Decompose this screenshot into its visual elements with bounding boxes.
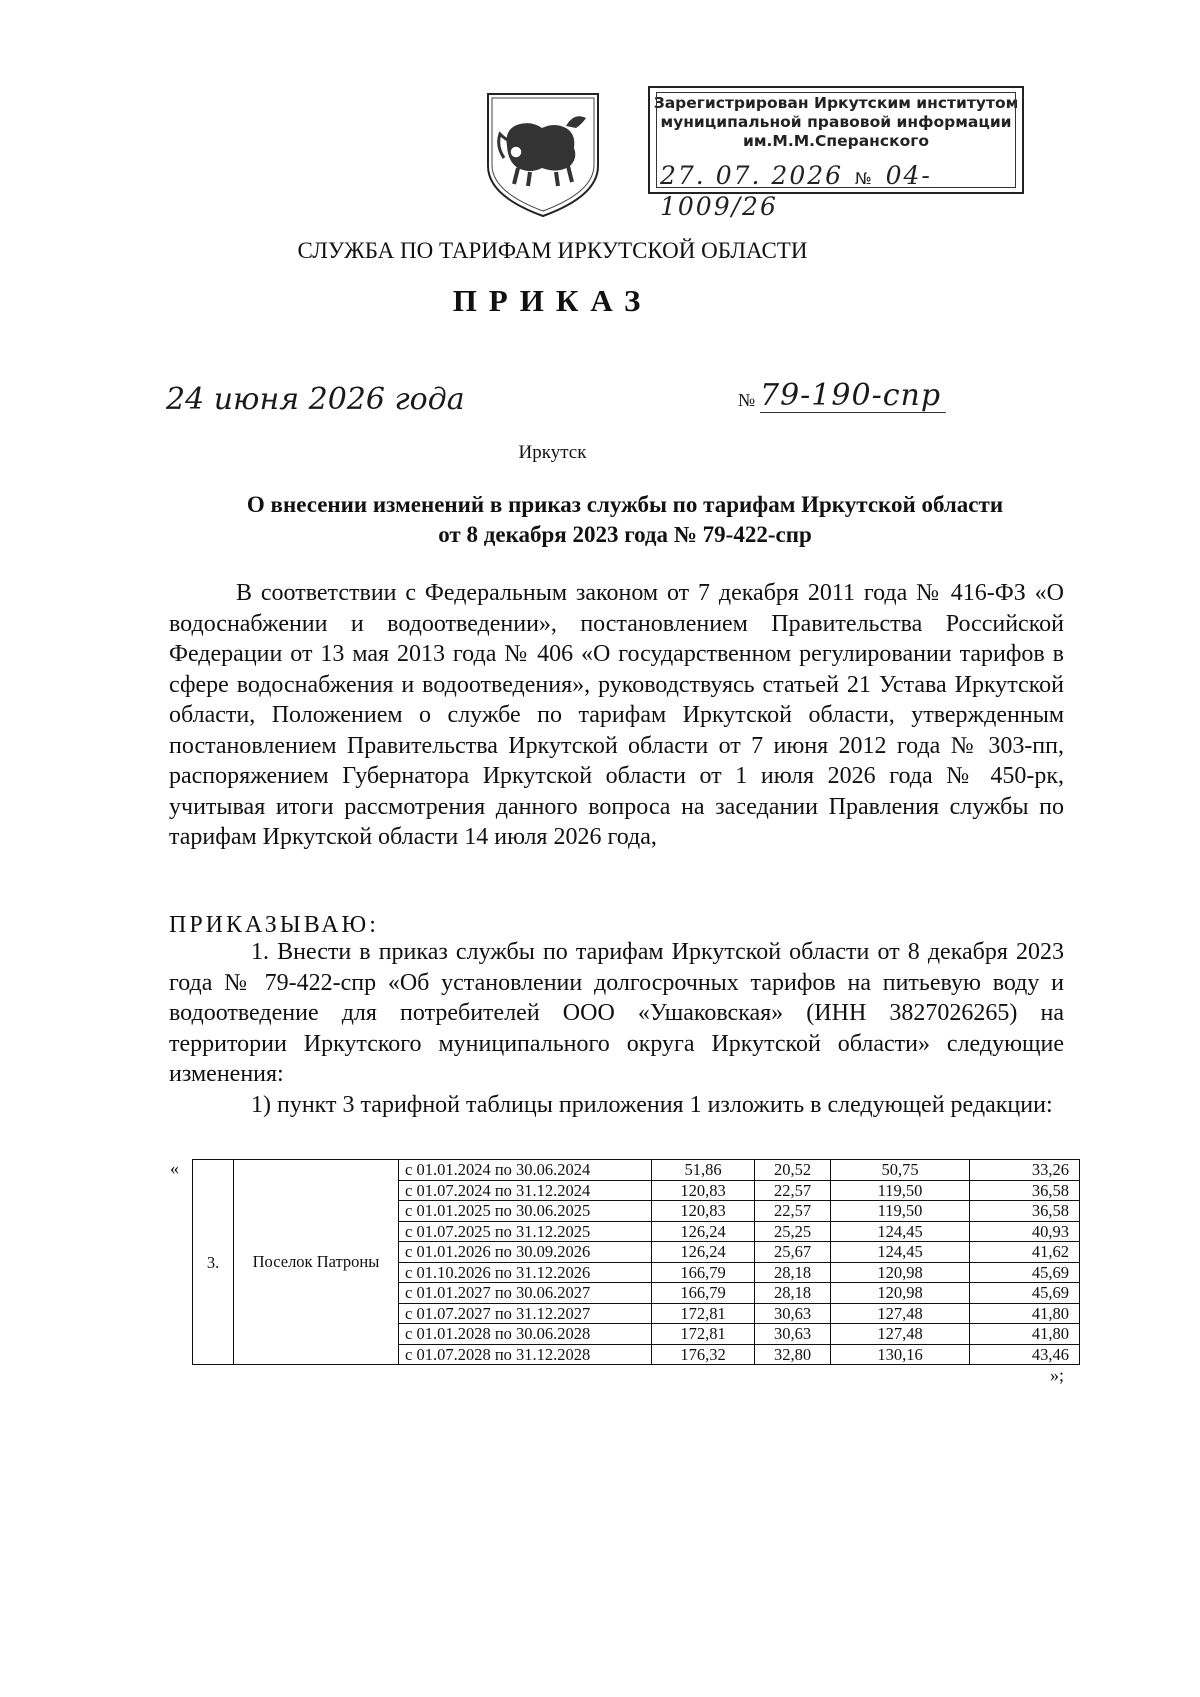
value-cell: 41,62 xyxy=(970,1242,1080,1263)
value-cell: 120,98 xyxy=(831,1283,970,1304)
value-cell: 50,75 xyxy=(831,1160,970,1181)
title-line-1: О внесении изменений в приказ службы по тарифам Иркутской области xyxy=(246,492,1004,517)
city: Иркутск xyxy=(518,442,587,463)
registration-stamp xyxy=(648,86,1024,221)
value-cell: 28,18 xyxy=(755,1262,831,1283)
value-cell: 126,24 xyxy=(652,1242,755,1263)
value-cell: 119,50 xyxy=(831,1180,970,1201)
stamp-line-3: им.М.М.Сперанского xyxy=(742,132,929,150)
tariff-table xyxy=(192,1159,1080,1365)
tariff-table-body xyxy=(193,1160,1080,1365)
stamp-reg-number: 04-1009/26 xyxy=(660,161,932,221)
period-cell: с 01.07.2027 по 31.12.2027 xyxy=(399,1303,652,1324)
value-cell: 20,52 xyxy=(755,1160,831,1181)
value-cell: 130,16 xyxy=(831,1344,970,1365)
document-type: ПРИКАЗ xyxy=(452,283,653,318)
orders-heading: ПРИКАЗЫВАЮ: xyxy=(169,912,379,938)
stamp-registration-line xyxy=(660,161,1012,221)
table-row xyxy=(193,1160,1080,1181)
document-title xyxy=(150,490,1100,550)
value-cell: 22,57 xyxy=(755,1180,831,1201)
item-1-1-paragraph: 1) пункт 3 тарифной таблицы приложения 1 изложить в следующей редакции: xyxy=(251,1092,1053,1118)
value-cell: 120,83 xyxy=(652,1180,755,1201)
value-cell: 127,48 xyxy=(831,1324,970,1345)
value-cell: 25,67 xyxy=(755,1242,831,1263)
quote-open: « xyxy=(170,1158,179,1178)
period-cell: с 01.01.2025 по 30.06.2025 xyxy=(399,1201,652,1222)
period-cell: с 01.01.2028 по 30.06.2028 xyxy=(399,1324,652,1345)
document-number: 79-190-спр xyxy=(760,378,942,413)
row-index-cell: 3. xyxy=(193,1160,234,1365)
value-cell: 25,25 xyxy=(755,1221,831,1242)
value-cell: 45,69 xyxy=(970,1262,1080,1283)
value-cell: 119,50 xyxy=(831,1201,970,1222)
value-cell: 120,98 xyxy=(831,1262,970,1283)
value-cell: 36,58 xyxy=(970,1180,1080,1201)
number-underline xyxy=(760,412,946,413)
value-cell: 28,18 xyxy=(755,1283,831,1304)
stamp-reg-no-label: № xyxy=(855,169,874,188)
value-cell: 127,48 xyxy=(831,1303,970,1324)
document-date: 24 июня 2026 года xyxy=(166,382,465,417)
value-cell: 22,57 xyxy=(755,1201,831,1222)
value-cell: 166,79 xyxy=(652,1262,755,1283)
value-cell: 43,46 xyxy=(970,1344,1080,1365)
value-cell: 45,69 xyxy=(970,1283,1080,1304)
period-cell: с 01.07.2024 по 31.12.2024 xyxy=(399,1180,652,1201)
value-cell: 41,80 xyxy=(970,1303,1080,1324)
organization-name: СЛУЖБА ПО ТАРИФАМ ИРКУТСКОЙ ОБЛАСТИ xyxy=(297,238,808,263)
value-cell: 30,63 xyxy=(755,1303,831,1324)
value-cell: 172,81 xyxy=(652,1303,755,1324)
document-number-label: № xyxy=(738,390,756,410)
stamp-reg-date: 27. 07. 2026 xyxy=(660,161,844,190)
item-1-paragraph: 1. Внести в приказ службы по тарифам Иркутской области от 8 декабря 2023 года № 79-422-спр «Об установлении долгосрочных тарифов на питьевую воду и водоотведение для потребителей ООО «Ушаковская» (ИНН 3827026265) на территории Иркутского муниципального округа Иркутской области» следующие изменения: xyxy=(169,939,1064,1087)
value-cell: 40,93 xyxy=(970,1221,1080,1242)
value-cell: 36,58 xyxy=(970,1201,1080,1222)
value-cell: 30,63 xyxy=(755,1324,831,1345)
coat-of-arms-icon xyxy=(482,88,604,220)
period-cell: с 01.07.2028 по 31.12.2028 xyxy=(399,1344,652,1365)
period-cell: с 01.07.2025 по 31.12.2025 xyxy=(399,1221,652,1242)
value-cell: 32,80 xyxy=(755,1344,831,1365)
stamp-line-2: муниципальной правовой информации xyxy=(660,113,1012,131)
period-cell: с 01.01.2024 по 30.06.2024 xyxy=(399,1160,652,1181)
period-cell: с 01.01.2027 по 30.06.2027 xyxy=(399,1283,652,1304)
value-cell: 124,45 xyxy=(831,1242,970,1263)
value-cell: 41,80 xyxy=(970,1324,1080,1345)
period-cell: с 01.10.2026 по 31.12.2026 xyxy=(399,1262,652,1283)
value-cell: 126,24 xyxy=(652,1221,755,1242)
preamble-paragraph: В соответствии с Федеральным законом от 7 декабря 2011 года № 416-ФЗ «О водоснабжении и водоотведении», постановлением Правительства Российской Федерации от 13 мая 2013 года № 406 «О государственном регулировании тарифов в сфере водоснабжения и водоотведения», руководствуясь статьей 21 Устава Иркутской области, Положением о службе по тарифам Иркутской области, утвержденным постановлением Правительства Иркутской области от 7 июня 2012 года № 303-пп, распоряжением Губернатора Иркутской области от 1 июля 2026 года № 450-рк, учитывая итоги рассмотрения данного вопроса на заседании Правления службы по тарифам Иркутской области 14 июля 2026 года, xyxy=(169,580,1064,850)
value-cell: 33,26 xyxy=(970,1160,1080,1181)
value-cell: 124,45 xyxy=(831,1221,970,1242)
value-cell: 176,32 xyxy=(652,1344,755,1365)
quote-close: »; xyxy=(1050,1365,1065,1385)
title-line-2: от 8 декабря 2023 года № 79-422-спр xyxy=(438,522,812,547)
stamp-line-1: Зарегистрирован Иркутским институтом xyxy=(653,94,1019,112)
value-cell: 120,83 xyxy=(652,1201,755,1222)
value-cell: 172,81 xyxy=(652,1324,755,1345)
value-cell: 51,86 xyxy=(652,1160,755,1181)
value-cell: 166,79 xyxy=(652,1283,755,1304)
period-cell: с 01.01.2026 по 30.09.2026 xyxy=(399,1242,652,1263)
location-cell: Поселок Патроны xyxy=(234,1160,399,1365)
